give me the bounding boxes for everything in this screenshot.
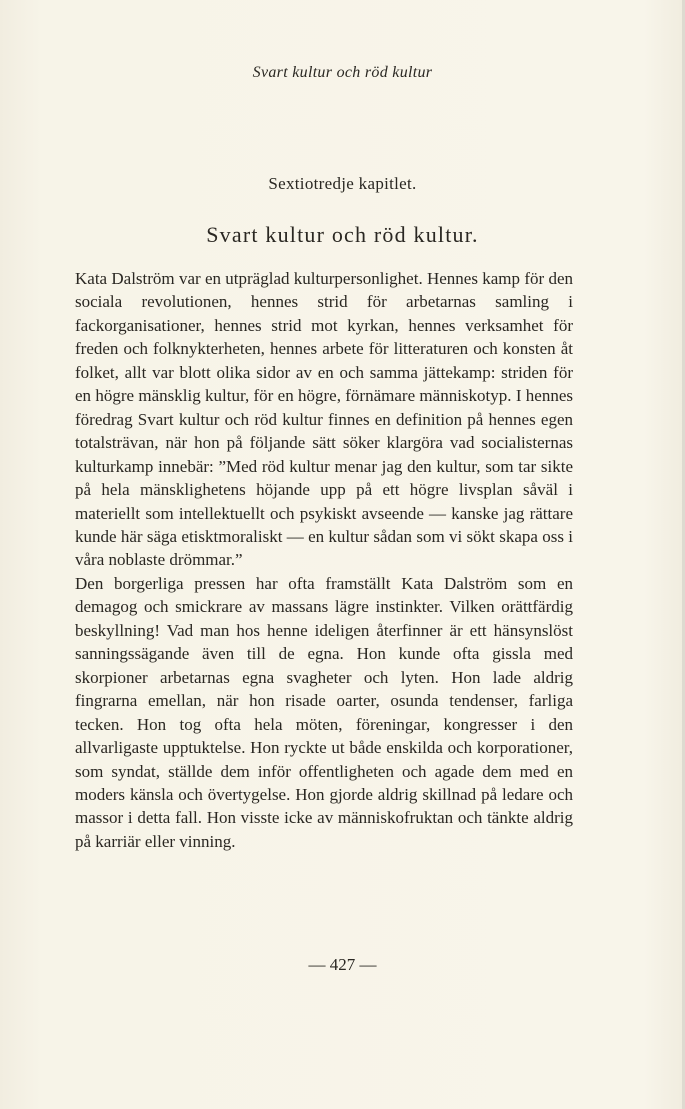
chapter-title: Svart kultur och röd kultur. — [206, 222, 479, 247]
chapter-label: Sextiotredje kapitlet. — [268, 174, 417, 193]
paragraph: Den borgerliga pressen har ofta framställt Kata Dalström som en demagog och smickrare av massans lägre instinkter. Vilken orättfärdig beskyllning! Vad man hos henne ideligen återfinner är ett hänsynslöst sanningssägande även till de egna. Hon kunde ofta gissla med skorpioner arbetarnas egna svagheter och lyten. Hon lade aldrig fingrarna emellan, när hon risade oarter, osunda tendenser, farliga tecken. Hon tog ofta hela möten, föreningar, kongresser i den allvarligaste upptuktelse. Hon ryckte ut både enskilda och korporationer, som syndat, ställde dem inför offentligheten och agade dem med en moders känsla och övertygelse. Hon gjorde aldrig skillnad på ledare och massor i detta fall. Hon visste icke av människofruktan och tänkte aldrig på karriär eller vinning. — [75, 573, 573, 851]
paragraph: Kata Dalström var en utpräglad kulturpersonlighet. Hennes kamp för den sociala revolutionen, hennes strid för arbetarnas samling i fackorganisationer, hennes strid mot kyrkan, hennes verksamhet för freden och folknykterheten, hennes arbete för litteraturen och konsten åt folket, allt var blott olika sidor av en och samma jättekamp: striden för en högre mänsklig kultur, för en högre, förnämare människotyp. I hennes föredrag Svart kultur och röd kultur finnes en definition på hennes egen totalsträvan, när hon på följande sätt söker klargöra vad socialisternas kulturkamp innebär: ”Med röd kultur menar jag den kultur, som tar sikte på hela mänsklighetens höjande upp på ett högre livsplan såväl i materiellt som intellektuellt och psykiskt avseende — kanske jag rättare kunde här säga etisktmoraliskt — en kultur sådan som vi sökt skapa oss i våra noblaste drömmar.” — [75, 269, 573, 570]
body-text — [75, 267, 573, 853]
running-head: Svart kultur och röd kultur — [252, 64, 433, 81]
page-number: — 427 — — [308, 955, 377, 974]
